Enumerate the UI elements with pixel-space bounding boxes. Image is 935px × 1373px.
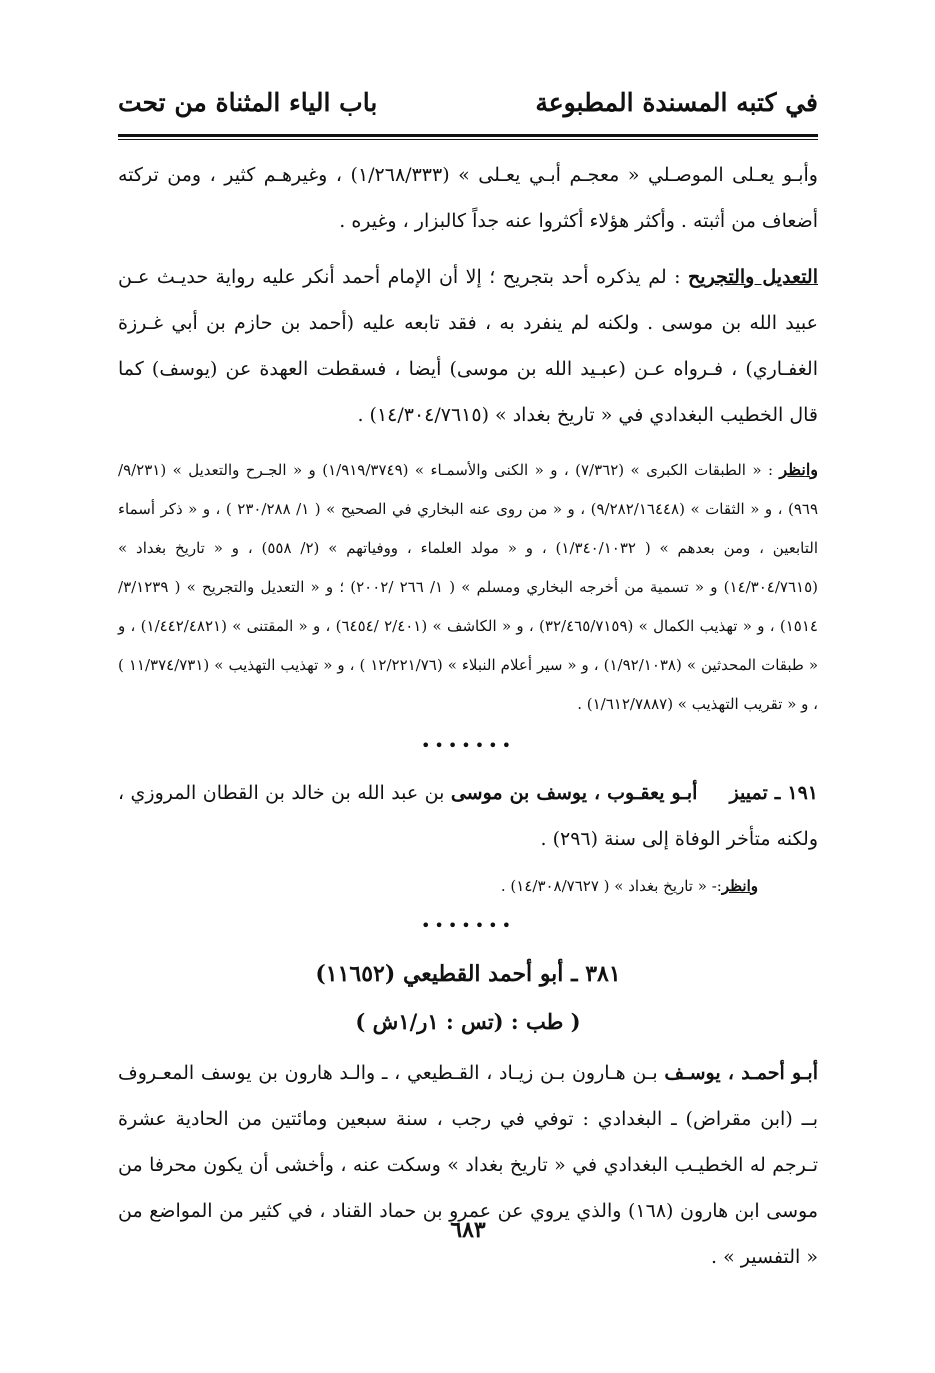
entry-191-name: أبـو يعقـوب ، يوسف بن موسى (450, 782, 698, 804)
header-rule-thick (118, 134, 818, 137)
separator-stars: ••••••• (420, 736, 516, 755)
jarh-tadil-label: التعديل والتجريح (688, 266, 818, 288)
entry-191-heading: ١٩١ ـ تمييز (729, 782, 818, 804)
entry-191-text: بن عبد الله بن خالد بن القطان المروزي ، ولكنه متأخر الوفاة إلى سنة (٢٩٦) . (118, 782, 818, 850)
header-rule-thin (118, 139, 818, 140)
document-page (118, 82, 818, 1282)
entry-191 (118, 770, 818, 862)
chapter-title: باب الياء المثناة من تحت (118, 88, 378, 117)
references-text: : « الطبقات الكبرى » (٧/٣٦٢) ، و « الكنى والأسمـاء » (١/٩١٩/٣٧٤٩) و « الجـرح والتعديل » (٩/٢٣١/ ٩٦٩) ، و « الثقات » (٩/٢٨٢/١٦٤٤٨) ، و « من روى عنه البخاري في الصحيح » ( ١/ ٢٣٠/٢٨٨ ) ، و « ذكر أسماء التابعين ، ومن بعدهم » ( ١/٣٤٠/١٠٣٢) ، و « مولد العلماء ، ووفياتهم » (٢/ ٥٥٨) ، و « تاريخ بغداد » (١٤/٣٠٤/٧٦١٥) و « تسمية من أخرجه البخاري ومسلم » ( ١/ ٢٦٦ /٢٠٠٢) ؛ و « التعديل والتجريح » ( ٣/١٢٣٩/ ١٥١٤) ، و « تهذيب الكمال » (٣٢/٤٦٥/٧١٥٩) ، و « الكاشف » (٢/٤٠١ /٦٤٥٤) ، و « المقتنى » (١/٤٤٢/٤٨٢١) ، و « طبقات المحدثين » (١/٩٢/١٠٣٨) ، و « سير أعلام النبلاء » (١٢/٢٢١/٧٦ ) ، و « تهذيب التهذيب » (١١/٣٧٤/٧٣١ ) ، و « تقريب التهذيب » (١/٦١٢/٧٨٨٧) . (118, 461, 819, 713)
references-label: وانظر (779, 460, 818, 479)
entry-191-note-text: :- « تاريخ بغداد » ( ١٤/٣٠٨/٧٦٢٧) . (500, 877, 722, 895)
paragraph-narrators: وأبـو يعـلى الموصـلي « معجـم أبـي يعـلى » (١/٢٦٨/٣٣٣) ، وغيرهـم كثير ، ومن تركته أضعاف من أثبته . وأكثر هؤلاء أكثروا عنه جداً كالبزار ، وغيره . (118, 164, 818, 232)
jarh-tadil-text: : لم يذكره أحد بتجريح ؛ إلا أن الإمام أحمد أنكر عليه رواية حديـث عـن عبيد الله بن موسى . ولكنه لم ينفرد به ، فقد تابعه عليه (أحمد بن حازم بن أبي غـرزة الغفـاري) ، فـرواه عـن (عبـيد الله بن موسى) أيضا ، فسقطت العهدة عن (يوسف) كما قال الخطيب البغدادي في « تاريخ بغداد » (١٤/٣٠٤/٧٦١٥) . (118, 266, 818, 426)
entry-381 (118, 1050, 818, 1280)
section-title: ٣٨١ ـ أبو أحمد القطيعي (١١٦٥٢) (315, 961, 621, 987)
page-body (118, 152, 818, 1280)
paragraph-jarh-tadil (118, 254, 818, 438)
references-note (118, 450, 818, 724)
section-code: ( طب : (تس : ١ر/١ش ) (355, 1009, 581, 1034)
page-number: ٦٨٣ (450, 1217, 486, 1243)
book-title: في كتبه المسندة المطبوعة (535, 88, 818, 117)
entry-381-text: بـن هـارون بـن زيـاد ، القـطيعي ، ـ والـد هارون بن يوسف المعـروف بــ (ابن مقراض) ـ البغدادي : توفي في رجب ، سنة سبعين ومائتين من الحادية عشرة تـرجم له الخطيـب البغدادي في « تاريخ بغداد » وسكت عنه ، وأخشى أن يكون محرفا من موسى ابن هارون (١٦٨) والذي يروي عن عمرو بن حماد القناد ، في كثير من المواضع من « التفسير » . (118, 1062, 818, 1268)
separator-stars-2: ••••••• (420, 916, 516, 935)
entry-191-note-label: وانظر (721, 877, 758, 895)
page-header (118, 82, 818, 132)
entry-381-name: أبـو أحمـد ، يوسـف (664, 1062, 819, 1084)
entry-191-note (118, 868, 758, 904)
